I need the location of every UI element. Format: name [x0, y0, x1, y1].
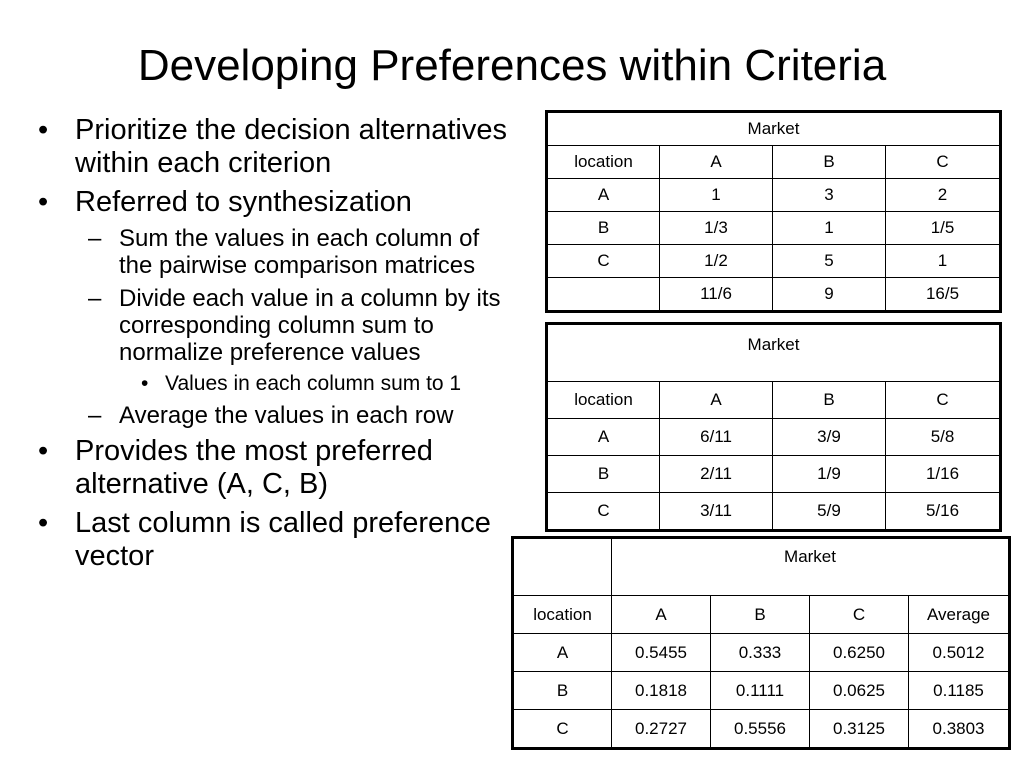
table-cell: 0.5455 — [612, 634, 711, 672]
table-cell: 5/9 — [773, 493, 886, 531]
dash-mark: – — [88, 285, 102, 312]
sub-sub-bullet-item — [38, 372, 508, 396]
sub-bullet-item — [38, 285, 508, 366]
sub-bullet-item — [38, 402, 508, 429]
table-cell: 0.3803 — [909, 710, 1010, 749]
column-header: B — [773, 146, 886, 179]
table-cell — [547, 278, 660, 312]
table-cell: C — [513, 710, 612, 749]
table-cell: 0.2727 — [612, 710, 711, 749]
bullet-text: Last column is called preference vector — [75, 507, 491, 572]
table-cell: A — [547, 419, 660, 456]
table-cell: 1 — [660, 179, 773, 212]
table-row — [547, 419, 1001, 456]
sub-bullet-text: Average the values in each row — [119, 402, 454, 429]
table-cell: C — [547, 493, 660, 531]
column-header: A — [660, 146, 773, 179]
table-cell: 3/9 — [773, 419, 886, 456]
table-cell: 3/11 — [660, 493, 773, 531]
table-cell: 0.5012 — [909, 634, 1010, 672]
bullet-mark: • — [141, 372, 149, 395]
table-row — [547, 179, 1001, 212]
column-header: B — [773, 382, 886, 419]
table-cell: 5/8 — [886, 419, 1001, 456]
column-header: A — [612, 596, 711, 634]
table-cell: B — [547, 456, 660, 493]
normalized-matrix-table — [545, 322, 1002, 532]
column-header: C — [810, 596, 909, 634]
table-cell: 1/2 — [660, 245, 773, 278]
empty-corner-cell — [513, 538, 612, 596]
column-header: location — [513, 596, 612, 634]
table-row — [547, 493, 1001, 531]
column-header: B — [711, 596, 810, 634]
table-caption: Market — [612, 538, 1010, 596]
table-row — [513, 634, 1010, 672]
bullet-mark: • — [38, 114, 49, 146]
bullet-item — [38, 507, 508, 573]
table-cell: 1 — [773, 212, 886, 245]
table-cell: 1/3 — [660, 212, 773, 245]
table-cell: 1 — [886, 245, 1001, 278]
bullet-item — [38, 114, 508, 180]
table-cell: 6/11 — [660, 419, 773, 456]
pairwise-comparison-table — [545, 110, 1002, 313]
table-cell: 1/9 — [773, 456, 886, 493]
dash-mark: – — [88, 402, 102, 429]
table-cell: 16/5 — [886, 278, 1001, 312]
table-cell: 0.1818 — [612, 672, 711, 710]
column-header: location — [547, 146, 660, 179]
table-header-row — [513, 596, 1010, 634]
table-cell: 0.333 — [711, 634, 810, 672]
bullet-text: Provides the most preferred alternative (A, C, B) — [75, 435, 433, 500]
table-caption-row — [547, 324, 1001, 382]
table-cell: C — [547, 245, 660, 278]
table-cell: 0.0625 — [810, 672, 909, 710]
table-cell: 1/16 — [886, 456, 1001, 493]
table-cell: 2/11 — [660, 456, 773, 493]
sub-bullet-item — [38, 225, 508, 279]
table-cell: 5 — [773, 245, 886, 278]
table-row — [547, 212, 1001, 245]
bullet-mark: • — [38, 507, 49, 539]
table-cell: A — [513, 634, 612, 672]
table-caption-row — [547, 112, 1001, 146]
column-header: A — [660, 382, 773, 419]
table-cell: B — [513, 672, 612, 710]
table-cell: A — [547, 179, 660, 212]
table-cell: 3 — [773, 179, 886, 212]
table-cell: 2 — [886, 179, 1001, 212]
bullet-text: Prioritize the decision alternatives within each criterion — [75, 114, 507, 179]
table-row — [513, 672, 1010, 710]
column-header: C — [886, 382, 1001, 419]
table-cell: 0.1185 — [909, 672, 1010, 710]
dash-mark: – — [88, 225, 102, 252]
bullet-item — [38, 186, 508, 219]
sub-sub-bullet-text: Values in each column sum to 1 — [165, 372, 462, 395]
bullet-mark: • — [38, 435, 49, 467]
table-row — [513, 710, 1010, 749]
table-cell: 0.6250 — [810, 634, 909, 672]
table-cell: 0.3125 — [810, 710, 909, 749]
column-header: C — [886, 146, 1001, 179]
table-header-row — [547, 382, 1001, 419]
table-caption-row — [513, 538, 1010, 596]
preference-vector-table — [511, 536, 1011, 750]
table-cell: 0.1111 — [711, 672, 810, 710]
table-cell: 1/5 — [886, 212, 1001, 245]
sub-bullet-text: Sum the values in each column of the pairwise comparison matrices — [119, 225, 480, 279]
table-row — [547, 245, 1001, 278]
table-caption: Market — [547, 112, 1001, 146]
table-row — [547, 456, 1001, 493]
table-cell: 9 — [773, 278, 886, 312]
table-cell: 5/16 — [886, 493, 1001, 531]
table-header-row — [547, 146, 1001, 179]
bullet-list — [38, 114, 508, 579]
table-caption: Market — [547, 324, 1001, 382]
column-header: location — [547, 382, 660, 419]
column-sum-row — [547, 278, 1001, 312]
sub-bullet-text: Divide each value in a column by its corresponding column sum to normalize preference values — [119, 285, 501, 366]
bullet-mark: • — [38, 186, 49, 218]
column-header: Average — [909, 596, 1010, 634]
table-cell: B — [547, 212, 660, 245]
slide-title: Developing Preferences within Criteria — [137, 41, 887, 90]
table-cell: 11/6 — [660, 278, 773, 312]
bullet-text: Referred to synthesization — [75, 186, 412, 218]
table-cell: 0.5556 — [711, 710, 810, 749]
bullet-item — [38, 435, 508, 501]
